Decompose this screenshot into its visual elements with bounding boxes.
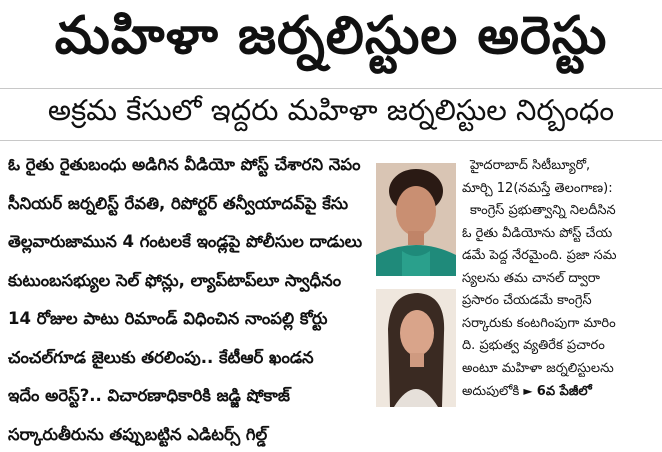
bullet-item: ఇదేం అరెస్ట్?.. విచారణాధికారికి జడ్జి షోకాజ్ xyxy=(8,386,290,405)
article-line-text: అదుపులోకి xyxy=(462,384,520,399)
bullet-item: సీనియర్ జర్నలిస్ట్ రేవతి, రిపోర్టర్ తన్వీయాదవ్‌పై కేసు xyxy=(8,193,349,213)
bullet-item: 14 రోజుల పాటు రిమాండ్ విధించిన నాంపల్లి కోర్టు xyxy=(8,309,328,328)
article-line: డమే పెద్ద నేరమైంది. ప్రజా సమ xyxy=(462,248,617,263)
journalist-photo-1 xyxy=(376,163,456,276)
bullet-item: చంచల్‌గూడ జైలుకు తరలింపు.. కేటీఆర్ ఖండన xyxy=(8,347,314,367)
article-body xyxy=(462,155,658,403)
subheadline: అక్రమ కేసులో ఇద్దరు మహిళా జర్నలిస్టుల నిర్బంధం xyxy=(47,93,615,127)
bullet-list xyxy=(8,148,368,452)
article-line: కాంగ్రెస్ ప్రభుత్వాన్ని నిలదీసిన xyxy=(470,203,616,218)
bullet-item: సర్కారుతీరును తప్పుబట్టిన ఎడిటర్స్ గిల్డ్ xyxy=(8,424,268,444)
subheadline-divider xyxy=(0,140,662,141)
headline: మహిళా జర్నలిస్టుల అరెస్టు xyxy=(54,5,608,66)
headline-divider xyxy=(0,88,662,89)
article-line: మార్చి 12(నమస్తే తెలంగాణ): xyxy=(462,180,613,196)
bullet-item: ఓ రైతు రైతుబంధు అడిగిన వీడియో పోస్ట్ చేశారని నెపం xyxy=(8,155,361,174)
article-line: సర్కారుకు కంటగింపుగా మారిం xyxy=(462,315,616,331)
article-line: హైదరాబాద్ సిటీబ్యూరో, xyxy=(470,158,591,173)
article-line-last xyxy=(462,380,658,403)
continued-page-ref: 6వ పేజీలో xyxy=(536,384,592,399)
article-line: స్యలను తమ చానల్ ద్వారా xyxy=(462,270,600,286)
bullet-item: తెల్లవారుజామున 4 గంటలకే ఇండ్లపై పోలీసుల దాడులు xyxy=(8,232,363,251)
article-line: ఓ రైతు వీడియోను పోస్ట్ చేయ xyxy=(462,225,613,241)
continued-arrow-icon: ► xyxy=(523,384,533,398)
article-line: ది. ప్రభుత్వ వ్యతిరేక ప్రచారం xyxy=(462,338,605,353)
article-line: అంటూ మహిళా జర్నలిస్టులను xyxy=(462,360,614,376)
bullet-item: కుటుంబసభ్యుల సెల్ ఫోన్లు, ల్యాప్‌టాప్‌లూ స్వాధీనం xyxy=(8,270,342,290)
journalist-photo-2 xyxy=(376,289,456,407)
article-line: ప్రసారం చేయడమే కాంగ్రెస్ xyxy=(462,293,592,308)
